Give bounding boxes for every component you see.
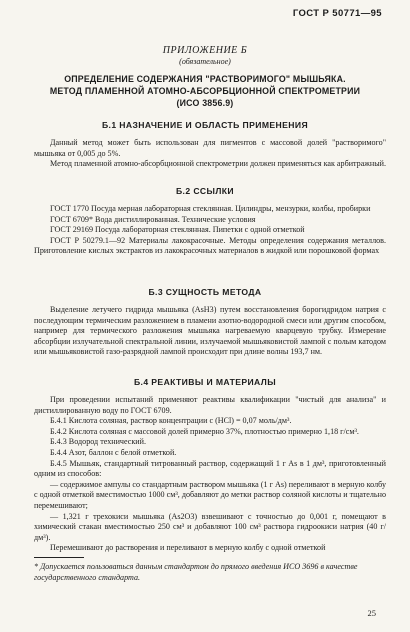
reference-item: ГОСТ Р 50279.1—92 Материалы лакокрасочные. Методы определения содержания металлов. Приготовление кислых экстрактов из лакокрасочных материалов в жидкой или порошковой формах: [34, 235, 386, 256]
method-item: — содержимое ампулы со стандартным раствором мышьяка (1 г As) переливают в мерную колбу с одной отметкой вместимостью 1000 см³, добавляют до метки раствор соляной кислоты и тщательно перемешивают;: [34, 479, 386, 510]
paragraph: Данный метод может быть использован для пигментов с массовой долей "растворимого" мышьяка от 0,005 до 5%.: [34, 138, 386, 158]
section-b1-body: [34, 138, 386, 170]
title-line: (ИСО 3856.9): [176, 98, 234, 108]
reagent-item: Б.4.5 Мышьяк, стандартный титрованный раствор, содержащий 1 г As в 1 дм³, приготовленный одним из способов:: [34, 458, 386, 479]
title-line: МЕТОД ПЛАМЕННОЙ АТОМНО-АБСОРБЦИОННОЙ СПЕКТРОМЕТРИИ: [49, 86, 361, 96]
reference-item: ГОСТ 6709* Вода дистиллированная. Технические условия: [50, 214, 256, 224]
section-heading-b4: Б.4 РЕАКТИВЫ И МАТЕРИАЛЫ: [133, 377, 277, 387]
reagent-item: Б.4.3 Водород технический.: [50, 437, 146, 447]
method-item: — 1,321 г трехокиси мышьяка (As2O3) взвешивают с точностью до 0,001 г, помещают в химический стакан вместимостью 250 см³ и добавляют 100 см³ раствора гидроокиси натрия (40 г/дм³).: [34, 511, 386, 542]
footnote: * Допускается пользоваться данным стандартом до прямого введения ИСО 3696 в качестве государственного стандарта.: [34, 562, 358, 582]
appendix-status: (обязательное): [179, 57, 231, 66]
paragraph: Перемешивают до растворения и переливают в мерную колбу с одной отметкой: [50, 543, 326, 553]
reference-item: ГОСТ 1770 Посуда мерная лабораторная стеклянная. Цилиндры, мензурки, колбы, пробирки: [50, 204, 371, 213]
page-number: 25: [367, 608, 376, 618]
reagent-item: Б.4.4 Азот, баллон с белой отметкой.: [50, 447, 177, 457]
title-line: ОПРЕДЕЛЕНИЕ СОДЕРЖАНИЯ "РАСТВОРИМОГО" МЫШЬЯКА.: [64, 74, 346, 84]
paragraph: Метод пламенной атомно-абсорбционной спектрометрии должен применяться как арбитражный.: [50, 159, 387, 169]
reference-item: ГОСТ 29169 Посуда лабораторная стеклянная. Пипетки с одной отметкой: [50, 225, 305, 235]
section-heading-b1: Б.1 НАЗНАЧЕНИЕ И ОБЛАСТЬ ПРИМЕНЕНИЯ: [101, 120, 309, 130]
paragraph: При проведении испытаний применяют реактивы квалификации "чистый для анализа" и дистиллированную воду по ГОСТ 6709.: [34, 395, 386, 415]
reagent-item: Б.4.1 Кислота соляная, раствор концентрации с (HCl) = 0,07 моль/дм³.: [50, 416, 292, 426]
footnote-divider: [34, 557, 84, 558]
section-heading-b3: Б.3 СУЩНОСТЬ МЕТОДА: [148, 287, 262, 297]
appendix-title: ПРИЛОЖЕНИЕ Б: [162, 45, 248, 56]
paragraph: Выделение летучего гидрида мышьяка (AsH3) путем восстановления борогидридом натрия с последующим термическим разложением в пламени азотно-водородной смеси или другим способом, например для термического разложения мышьяка нагреваемую кварцевую трубку. Измерение абсорбции излучательной спектральной линии, излучаемой мышьяковистой лампой с полым катодом или мышьяковистой газо-разрядной лампой происходит при длине волны 193,7 нм.: [34, 305, 386, 357]
section-b3-body: [34, 305, 386, 358]
document-title: [20, 73, 390, 109]
reagent-item: Б.4.2 Кислота соляная с массовой долей примерно 37%, плотностью примерно 1,18 г/см³.: [50, 426, 359, 436]
document-code: ГОСТ Р 50771—95: [292, 8, 382, 19]
section-b4-body: [34, 395, 386, 554]
section-b2-body: [34, 204, 386, 257]
section-heading-b2: Б.2 ССЫЛКИ: [175, 186, 234, 196]
